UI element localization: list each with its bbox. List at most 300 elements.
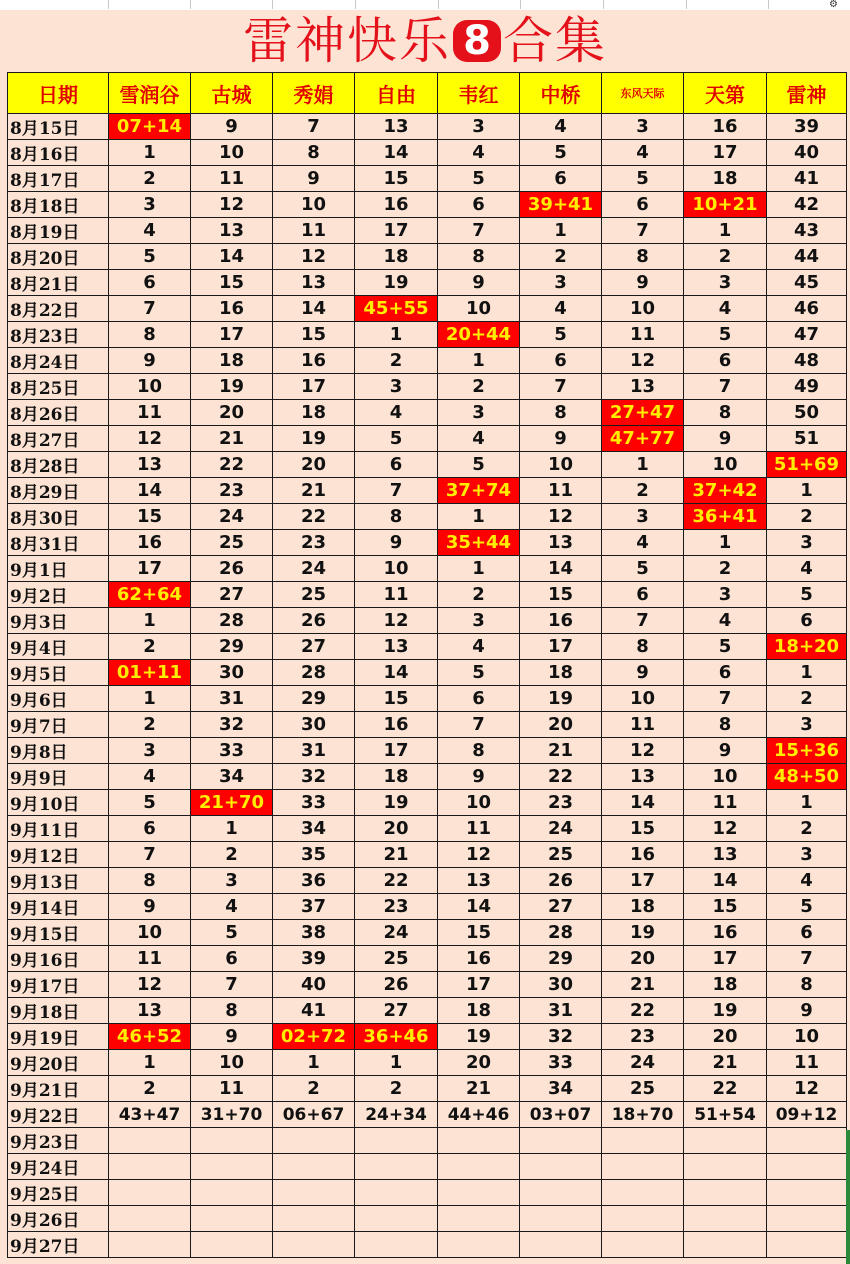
- date-cell[interactable]: 9月6日: [8, 686, 109, 712]
- number-cell[interactable]: 2: [438, 582, 520, 608]
- number-cell[interactable]: 15: [438, 920, 520, 946]
- date-cell[interactable]: 9月22日: [8, 1102, 109, 1128]
- column-header[interactable]: 韦红: [438, 73, 520, 114]
- number-cell[interactable]: 22: [602, 998, 684, 1024]
- number-cell[interactable]: 5: [355, 426, 438, 452]
- number-cell[interactable]: 15: [191, 270, 273, 296]
- number-cell[interactable]: 1: [273, 1050, 355, 1076]
- number-cell[interactable]: [767, 1128, 847, 1154]
- date-cell[interactable]: 8月18日: [8, 192, 109, 218]
- highlight-cell[interactable]: 45+55: [355, 296, 438, 322]
- date-cell[interactable]: 9月19日: [8, 1024, 109, 1050]
- number-cell[interactable]: 18: [520, 660, 602, 686]
- number-cell[interactable]: 3: [767, 530, 847, 556]
- highlight-cell[interactable]: 01+11: [109, 660, 191, 686]
- highlight-cell[interactable]: 02+72: [273, 1024, 355, 1050]
- number-cell[interactable]: 20: [520, 712, 602, 738]
- number-cell[interactable]: 1: [684, 218, 767, 244]
- number-cell[interactable]: 12: [355, 608, 438, 634]
- number-cell[interactable]: [273, 1232, 355, 1258]
- number-cell[interactable]: 17: [109, 556, 191, 582]
- number-cell[interactable]: 12: [520, 504, 602, 530]
- number-cell[interactable]: 17: [355, 218, 438, 244]
- number-cell[interactable]: 16: [355, 712, 438, 738]
- number-cell[interactable]: 2: [109, 1076, 191, 1102]
- number-cell[interactable]: 13: [602, 764, 684, 790]
- number-cell[interactable]: 2: [438, 374, 520, 400]
- number-cell[interactable]: 4: [684, 296, 767, 322]
- number-cell[interactable]: [191, 1128, 273, 1154]
- number-cell[interactable]: [273, 1180, 355, 1206]
- number-cell[interactable]: 5: [602, 556, 684, 582]
- number-cell[interactable]: 23: [355, 894, 438, 920]
- number-cell[interactable]: 30: [191, 660, 273, 686]
- number-cell[interactable]: 14: [520, 556, 602, 582]
- number-cell[interactable]: 4: [438, 426, 520, 452]
- number-cell[interactable]: 1: [109, 140, 191, 166]
- number-cell[interactable]: 6: [767, 920, 847, 946]
- number-cell[interactable]: 12: [767, 1076, 847, 1102]
- number-cell[interactable]: 16: [273, 348, 355, 374]
- number-cell[interactable]: 18: [355, 244, 438, 270]
- number-cell[interactable]: 31: [191, 686, 273, 712]
- number-cell[interactable]: 43+47: [109, 1102, 191, 1128]
- number-cell[interactable]: [191, 1232, 273, 1258]
- number-cell[interactable]: 14: [438, 894, 520, 920]
- number-cell[interactable]: 5: [520, 140, 602, 166]
- number-cell[interactable]: 25: [602, 1076, 684, 1102]
- highlight-cell[interactable]: 36+46: [355, 1024, 438, 1050]
- number-cell[interactable]: 5: [520, 322, 602, 348]
- number-cell[interactable]: 21: [520, 738, 602, 764]
- date-cell[interactable]: 8月15日: [8, 114, 109, 140]
- date-cell[interactable]: 9月15日: [8, 920, 109, 946]
- number-cell[interactable]: 13: [355, 634, 438, 660]
- number-cell[interactable]: 18: [438, 998, 520, 1024]
- number-cell[interactable]: 7: [602, 608, 684, 634]
- number-cell[interactable]: 9: [438, 764, 520, 790]
- number-cell[interactable]: 1: [520, 218, 602, 244]
- highlight-cell[interactable]: 21+70: [191, 790, 273, 816]
- number-cell[interactable]: 21: [438, 1076, 520, 1102]
- number-cell[interactable]: 6: [109, 270, 191, 296]
- number-cell[interactable]: [273, 1206, 355, 1232]
- number-cell[interactable]: 3: [355, 374, 438, 400]
- number-cell[interactable]: 7: [273, 114, 355, 140]
- number-cell[interactable]: 11: [684, 790, 767, 816]
- number-cell[interactable]: [109, 1154, 191, 1180]
- number-cell[interactable]: [438, 1180, 520, 1206]
- number-cell[interactable]: 5: [109, 790, 191, 816]
- number-cell[interactable]: 20: [602, 946, 684, 972]
- number-cell[interactable]: [602, 1206, 684, 1232]
- number-cell[interactable]: 4: [438, 634, 520, 660]
- number-cell[interactable]: 18+70: [602, 1102, 684, 1128]
- number-cell[interactable]: 24: [355, 920, 438, 946]
- number-cell[interactable]: 8: [438, 738, 520, 764]
- number-cell[interactable]: 12: [109, 972, 191, 998]
- number-cell[interactable]: 8: [520, 400, 602, 426]
- number-cell[interactable]: 16: [438, 946, 520, 972]
- number-cell[interactable]: 11: [602, 322, 684, 348]
- number-cell[interactable]: 4: [109, 218, 191, 244]
- number-cell[interactable]: 27: [355, 998, 438, 1024]
- number-cell[interactable]: 11: [520, 478, 602, 504]
- number-cell[interactable]: 10: [602, 296, 684, 322]
- number-cell[interactable]: 6: [520, 166, 602, 192]
- number-cell[interactable]: 10: [355, 556, 438, 582]
- column-header[interactable]: 雪润谷: [109, 73, 191, 114]
- number-cell[interactable]: 12: [109, 426, 191, 452]
- number-cell[interactable]: 1: [767, 790, 847, 816]
- number-cell[interactable]: 3: [109, 738, 191, 764]
- number-cell[interactable]: 5: [191, 920, 273, 946]
- number-cell[interactable]: 2: [767, 504, 847, 530]
- number-cell[interactable]: 2: [191, 842, 273, 868]
- number-cell[interactable]: [273, 1128, 355, 1154]
- number-cell[interactable]: 2: [767, 816, 847, 842]
- number-cell[interactable]: [684, 1232, 767, 1258]
- number-cell[interactable]: 46: [767, 296, 847, 322]
- number-cell[interactable]: 41: [273, 998, 355, 1024]
- date-cell[interactable]: 8月28日: [8, 452, 109, 478]
- number-cell[interactable]: 11: [191, 166, 273, 192]
- number-cell[interactable]: 26: [191, 556, 273, 582]
- number-cell[interactable]: [191, 1154, 273, 1180]
- number-cell[interactable]: 12: [438, 842, 520, 868]
- number-cell[interactable]: 7: [109, 842, 191, 868]
- number-cell[interactable]: 14: [602, 790, 684, 816]
- number-cell[interactable]: 30: [520, 972, 602, 998]
- number-cell[interactable]: [438, 1232, 520, 1258]
- number-cell[interactable]: 7: [684, 686, 767, 712]
- number-cell[interactable]: [191, 1180, 273, 1206]
- number-cell[interactable]: 10: [109, 920, 191, 946]
- number-cell[interactable]: 9: [438, 270, 520, 296]
- date-cell[interactable]: 9月17日: [8, 972, 109, 998]
- number-cell[interactable]: [109, 1232, 191, 1258]
- number-cell[interactable]: 9: [520, 426, 602, 452]
- number-cell[interactable]: 3: [602, 504, 684, 530]
- number-cell[interactable]: 4: [520, 296, 602, 322]
- number-cell[interactable]: 32: [520, 1024, 602, 1050]
- number-cell[interactable]: 2: [109, 712, 191, 738]
- number-cell[interactable]: 1: [109, 686, 191, 712]
- number-cell[interactable]: 8: [602, 634, 684, 660]
- number-cell[interactable]: 1: [438, 556, 520, 582]
- number-cell[interactable]: 19: [438, 1024, 520, 1050]
- date-cell[interactable]: 8月21日: [8, 270, 109, 296]
- number-cell[interactable]: 6: [191, 946, 273, 972]
- number-cell[interactable]: 5: [438, 452, 520, 478]
- date-cell[interactable]: 9月10日: [8, 790, 109, 816]
- number-cell[interactable]: 14: [355, 140, 438, 166]
- number-cell[interactable]: [191, 1206, 273, 1232]
- number-cell[interactable]: 4: [767, 868, 847, 894]
- number-cell[interactable]: 2: [355, 348, 438, 374]
- number-cell[interactable]: 03+07: [520, 1102, 602, 1128]
- highlight-cell[interactable]: 37+74: [438, 478, 520, 504]
- number-cell[interactable]: 1: [438, 348, 520, 374]
- number-cell[interactable]: 16: [109, 530, 191, 556]
- number-cell[interactable]: 8: [355, 504, 438, 530]
- number-cell[interactable]: 25: [273, 582, 355, 608]
- number-cell[interactable]: 4: [355, 400, 438, 426]
- number-cell[interactable]: [684, 1206, 767, 1232]
- number-cell[interactable]: 7: [767, 946, 847, 972]
- date-cell[interactable]: 9月25日: [8, 1180, 109, 1206]
- number-cell[interactable]: 10: [767, 1024, 847, 1050]
- number-cell[interactable]: 17: [273, 374, 355, 400]
- number-cell[interactable]: 18: [273, 400, 355, 426]
- highlight-cell[interactable]: 36+41: [684, 504, 767, 530]
- number-cell[interactable]: 6: [438, 192, 520, 218]
- number-cell[interactable]: 5: [109, 244, 191, 270]
- number-cell[interactable]: 7: [602, 218, 684, 244]
- number-cell[interactable]: 7: [438, 218, 520, 244]
- number-cell[interactable]: 19: [273, 426, 355, 452]
- number-cell[interactable]: [109, 1206, 191, 1232]
- number-cell[interactable]: 4: [191, 894, 273, 920]
- date-cell[interactable]: 9月14日: [8, 894, 109, 920]
- number-cell[interactable]: 26: [273, 608, 355, 634]
- number-cell[interactable]: 17: [684, 946, 767, 972]
- number-cell[interactable]: 3: [191, 868, 273, 894]
- number-cell[interactable]: 13: [602, 374, 684, 400]
- number-cell[interactable]: 15: [273, 322, 355, 348]
- number-cell[interactable]: 11: [109, 400, 191, 426]
- column-header[interactable]: 雷神: [767, 73, 847, 114]
- number-cell[interactable]: 30: [273, 712, 355, 738]
- number-cell[interactable]: 8: [109, 322, 191, 348]
- number-cell[interactable]: 9: [109, 894, 191, 920]
- number-cell[interactable]: 16: [191, 296, 273, 322]
- highlight-cell[interactable]: 47+77: [602, 426, 684, 452]
- date-cell[interactable]: 9月13日: [8, 868, 109, 894]
- number-cell[interactable]: 20: [684, 1024, 767, 1050]
- number-cell[interactable]: 7: [438, 712, 520, 738]
- number-cell[interactable]: 1: [355, 1050, 438, 1076]
- number-cell[interactable]: 9: [109, 348, 191, 374]
- number-cell[interactable]: 1: [767, 660, 847, 686]
- number-cell[interactable]: 20: [438, 1050, 520, 1076]
- number-cell[interactable]: 14: [355, 660, 438, 686]
- number-cell[interactable]: 5: [767, 582, 847, 608]
- number-cell[interactable]: [520, 1128, 602, 1154]
- date-cell[interactable]: 9月4日: [8, 634, 109, 660]
- number-cell[interactable]: 24: [191, 504, 273, 530]
- date-cell[interactable]: 9月20日: [8, 1050, 109, 1076]
- number-cell[interactable]: [438, 1154, 520, 1180]
- number-cell[interactable]: 7: [355, 478, 438, 504]
- date-cell[interactable]: 9月26日: [8, 1206, 109, 1232]
- number-cell[interactable]: [355, 1232, 438, 1258]
- date-cell[interactable]: 9月18日: [8, 998, 109, 1024]
- number-cell[interactable]: 28: [273, 660, 355, 686]
- number-cell[interactable]: [355, 1180, 438, 1206]
- number-cell[interactable]: 28: [191, 608, 273, 634]
- number-cell[interactable]: 24: [273, 556, 355, 582]
- number-cell[interactable]: [355, 1154, 438, 1180]
- number-cell[interactable]: 10: [684, 764, 767, 790]
- number-cell[interactable]: [767, 1180, 847, 1206]
- number-cell[interactable]: 5: [684, 634, 767, 660]
- number-cell[interactable]: 1: [767, 478, 847, 504]
- number-cell[interactable]: 16: [684, 920, 767, 946]
- date-cell[interactable]: 9月11日: [8, 816, 109, 842]
- date-cell[interactable]: 9月23日: [8, 1128, 109, 1154]
- number-cell[interactable]: 3: [602, 114, 684, 140]
- number-cell[interactable]: 20: [273, 452, 355, 478]
- number-cell[interactable]: 27: [191, 582, 273, 608]
- number-cell[interactable]: 19: [355, 270, 438, 296]
- date-cell[interactable]: 9月21日: [8, 1076, 109, 1102]
- number-cell[interactable]: 40: [273, 972, 355, 998]
- number-cell[interactable]: 26: [520, 868, 602, 894]
- number-cell[interactable]: 39: [767, 114, 847, 140]
- number-cell[interactable]: 40: [767, 140, 847, 166]
- number-cell[interactable]: 27: [520, 894, 602, 920]
- column-header[interactable]: 日期: [8, 73, 109, 114]
- number-cell[interactable]: 13: [520, 530, 602, 556]
- date-cell[interactable]: 8月27日: [8, 426, 109, 452]
- number-cell[interactable]: 15: [520, 582, 602, 608]
- number-cell[interactable]: 29: [273, 686, 355, 712]
- number-cell[interactable]: [520, 1232, 602, 1258]
- date-cell[interactable]: 8月20日: [8, 244, 109, 270]
- date-cell[interactable]: 8月29日: [8, 478, 109, 504]
- number-cell[interactable]: 18: [355, 764, 438, 790]
- number-cell[interactable]: 19: [520, 686, 602, 712]
- number-cell[interactable]: 10: [273, 192, 355, 218]
- number-cell[interactable]: 4: [602, 140, 684, 166]
- number-cell[interactable]: 24+34: [355, 1102, 438, 1128]
- number-cell[interactable]: 5: [602, 166, 684, 192]
- number-cell[interactable]: 21: [684, 1050, 767, 1076]
- column-header[interactable]: 自由: [355, 73, 438, 114]
- number-cell[interactable]: 5: [438, 660, 520, 686]
- number-cell[interactable]: 10: [438, 296, 520, 322]
- number-cell[interactable]: 22: [273, 504, 355, 530]
- number-cell[interactable]: 9: [684, 426, 767, 452]
- number-cell[interactable]: 21: [273, 478, 355, 504]
- number-cell[interactable]: 15: [602, 816, 684, 842]
- number-cell[interactable]: 12: [191, 192, 273, 218]
- number-cell[interactable]: 6: [684, 348, 767, 374]
- number-cell[interactable]: 09+12: [767, 1102, 847, 1128]
- column-header[interactable]: 古城: [191, 73, 273, 114]
- number-cell[interactable]: 18: [191, 348, 273, 374]
- number-cell[interactable]: 25: [191, 530, 273, 556]
- number-cell[interactable]: 13: [438, 868, 520, 894]
- number-cell[interactable]: 11: [767, 1050, 847, 1076]
- date-cell[interactable]: 9月9日: [8, 764, 109, 790]
- date-cell[interactable]: 8月24日: [8, 348, 109, 374]
- number-cell[interactable]: 10: [684, 452, 767, 478]
- highlight-cell[interactable]: 62+64: [109, 582, 191, 608]
- highlight-cell[interactable]: 27+47: [602, 400, 684, 426]
- highlight-cell[interactable]: 18+20: [767, 634, 847, 660]
- number-cell[interactable]: 1: [109, 608, 191, 634]
- number-cell[interactable]: 10: [520, 452, 602, 478]
- number-cell[interactable]: 4: [767, 556, 847, 582]
- number-cell[interactable]: 15: [109, 504, 191, 530]
- number-cell[interactable]: [273, 1154, 355, 1180]
- number-cell[interactable]: 6: [602, 582, 684, 608]
- number-cell[interactable]: 24: [520, 816, 602, 842]
- number-cell[interactable]: 10: [191, 1050, 273, 1076]
- number-cell[interactable]: 5: [684, 322, 767, 348]
- number-cell[interactable]: 33: [191, 738, 273, 764]
- number-cell[interactable]: 5: [438, 166, 520, 192]
- number-cell[interactable]: 26: [355, 972, 438, 998]
- column-header[interactable]: 东风天际: [602, 73, 684, 114]
- number-cell[interactable]: 3: [767, 712, 847, 738]
- date-cell[interactable]: 9月3日: [8, 608, 109, 634]
- number-cell[interactable]: 2: [355, 1076, 438, 1102]
- number-cell[interactable]: 8: [438, 244, 520, 270]
- number-cell[interactable]: 11: [109, 946, 191, 972]
- number-cell[interactable]: 3: [767, 842, 847, 868]
- highlight-cell[interactable]: 35+44: [438, 530, 520, 556]
- number-cell[interactable]: 14: [109, 478, 191, 504]
- column-header[interactable]: 秀娟: [273, 73, 355, 114]
- number-cell[interactable]: 37: [273, 894, 355, 920]
- number-cell[interactable]: 6: [602, 192, 684, 218]
- number-cell[interactable]: [602, 1128, 684, 1154]
- number-cell[interactable]: 3: [109, 192, 191, 218]
- number-cell[interactable]: [767, 1232, 847, 1258]
- number-cell[interactable]: 23: [191, 478, 273, 504]
- number-cell[interactable]: 6: [767, 608, 847, 634]
- number-cell[interactable]: 7: [191, 972, 273, 998]
- number-cell[interactable]: 12: [273, 244, 355, 270]
- number-cell[interactable]: 16: [684, 114, 767, 140]
- number-cell[interactable]: 11: [438, 816, 520, 842]
- number-cell[interactable]: 18: [684, 972, 767, 998]
- number-cell[interactable]: 29: [520, 946, 602, 972]
- number-cell[interactable]: 19: [602, 920, 684, 946]
- number-cell[interactable]: 6: [109, 816, 191, 842]
- number-cell[interactable]: 8: [767, 972, 847, 998]
- number-cell[interactable]: 7: [520, 374, 602, 400]
- number-cell[interactable]: 8: [191, 998, 273, 1024]
- number-cell[interactable]: 39: [273, 946, 355, 972]
- number-cell[interactable]: 47: [767, 322, 847, 348]
- number-cell[interactable]: 3: [438, 114, 520, 140]
- number-cell[interactable]: 17: [684, 140, 767, 166]
- number-cell[interactable]: 8: [684, 400, 767, 426]
- date-cell[interactable]: 9月7日: [8, 712, 109, 738]
- number-cell[interactable]: 31: [273, 738, 355, 764]
- number-cell[interactable]: 1: [602, 452, 684, 478]
- number-cell[interactable]: 2: [684, 556, 767, 582]
- number-cell[interactable]: 13: [355, 114, 438, 140]
- number-cell[interactable]: 12: [602, 348, 684, 374]
- number-cell[interactable]: 3: [520, 270, 602, 296]
- number-cell[interactable]: 25: [355, 946, 438, 972]
- number-cell[interactable]: [109, 1180, 191, 1206]
- number-cell[interactable]: 9: [191, 1024, 273, 1050]
- number-cell[interactable]: [602, 1154, 684, 1180]
- number-cell[interactable]: 3: [684, 582, 767, 608]
- number-cell[interactable]: [684, 1128, 767, 1154]
- number-cell[interactable]: 18: [602, 894, 684, 920]
- date-cell[interactable]: 8月26日: [8, 400, 109, 426]
- number-cell[interactable]: 10: [191, 140, 273, 166]
- number-cell[interactable]: 13: [109, 452, 191, 478]
- number-cell[interactable]: 31: [520, 998, 602, 1024]
